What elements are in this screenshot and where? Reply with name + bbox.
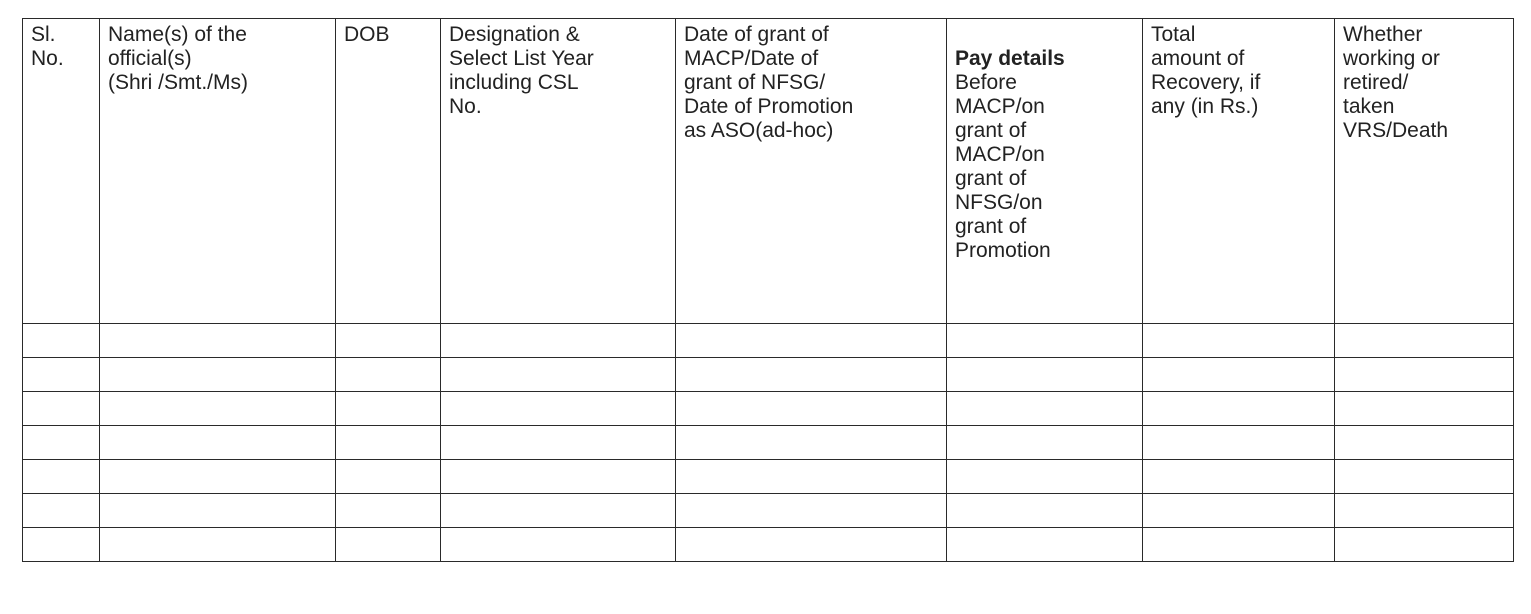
table-cell[interactable] [1143,528,1335,562]
table-cell[interactable] [441,494,676,528]
table-cell[interactable] [947,358,1143,392]
table-cell[interactable] [23,324,100,358]
table-row [23,426,1514,460]
table-header-row [23,19,1514,324]
table-cell[interactable] [441,358,676,392]
table-cell[interactable] [100,358,336,392]
table-cell[interactable] [676,426,947,460]
table-cell[interactable] [947,528,1143,562]
table-cell[interactable] [441,426,676,460]
pay-details-subtext: Before MACP/on grant of MACP/on grant of NFSG/on grant of Promotion [955,71,1051,262]
table-cell[interactable] [947,324,1143,358]
header-designation: Designation & Select List Year including CSL No. [441,19,676,324]
table-cell[interactable] [1143,358,1335,392]
table-cell[interactable] [23,392,100,426]
table-cell[interactable] [23,494,100,528]
table-cell[interactable] [441,324,676,358]
table-cell[interactable] [336,324,441,358]
table-cell[interactable] [1335,426,1514,460]
table-row [23,358,1514,392]
table-cell[interactable] [1143,426,1335,460]
table-cell[interactable] [1335,494,1514,528]
table-cell[interactable] [1143,494,1335,528]
table-cell[interactable] [336,358,441,392]
table-cell[interactable] [1335,460,1514,494]
header-pay-details [947,19,1143,324]
table-cell[interactable] [336,494,441,528]
table-cell[interactable] [441,460,676,494]
table-cell[interactable] [100,324,336,358]
table-row [23,494,1514,528]
table-cell[interactable] [23,528,100,562]
table-cell[interactable] [947,494,1143,528]
table-cell[interactable] [100,392,336,426]
table-cell[interactable] [947,392,1143,426]
table-cell[interactable] [676,358,947,392]
table-cell[interactable] [100,460,336,494]
table-cell[interactable] [1143,392,1335,426]
table-cell[interactable] [441,528,676,562]
table-cell[interactable] [1335,392,1514,426]
table-cell[interactable] [1143,460,1335,494]
table-cell[interactable] [1335,528,1514,562]
table-cell[interactable] [676,460,947,494]
table-cell[interactable] [676,528,947,562]
table-cell[interactable] [23,426,100,460]
table-cell[interactable] [100,494,336,528]
pay-details-heading: Pay details [955,47,1065,70]
table-cell[interactable] [947,426,1143,460]
table-cell[interactable] [676,392,947,426]
table-cell[interactable] [336,426,441,460]
table-row [23,460,1514,494]
table-row [23,528,1514,562]
table-cell[interactable] [947,460,1143,494]
header-recovery-amount: Total amount of Recovery, if any (in Rs.) [1143,19,1335,324]
table-cell[interactable] [100,426,336,460]
table-cell[interactable] [100,528,336,562]
table-cell[interactable] [23,358,100,392]
table-cell[interactable] [336,528,441,562]
table-cell[interactable] [1335,358,1514,392]
official-details-table [22,18,1514,562]
table-cell[interactable] [336,392,441,426]
table-row [23,392,1514,426]
header-date-of-grant: Date of grant of MACP/Date of grant of NFSG/ Date of Promotion as ASO(ad-hoc) [676,19,947,324]
table-cell[interactable] [1143,324,1335,358]
table-row [23,324,1514,358]
table-cell[interactable] [676,494,947,528]
header-official-names: Name(s) of the official(s) (Shri /Smt./Ms) [100,19,336,324]
table-cell[interactable] [676,324,947,358]
table-cell[interactable] [23,460,100,494]
table-cell[interactable] [336,460,441,494]
table-cell[interactable] [1335,324,1514,358]
header-sl-no: Sl. No. [23,19,100,324]
document-sheet [22,18,1514,562]
table-cell[interactable] [441,392,676,426]
table-body [23,324,1514,562]
header-working-status: Whether working or retired/ taken VRS/Death [1335,19,1514,324]
header-dob: DOB [336,19,441,324]
